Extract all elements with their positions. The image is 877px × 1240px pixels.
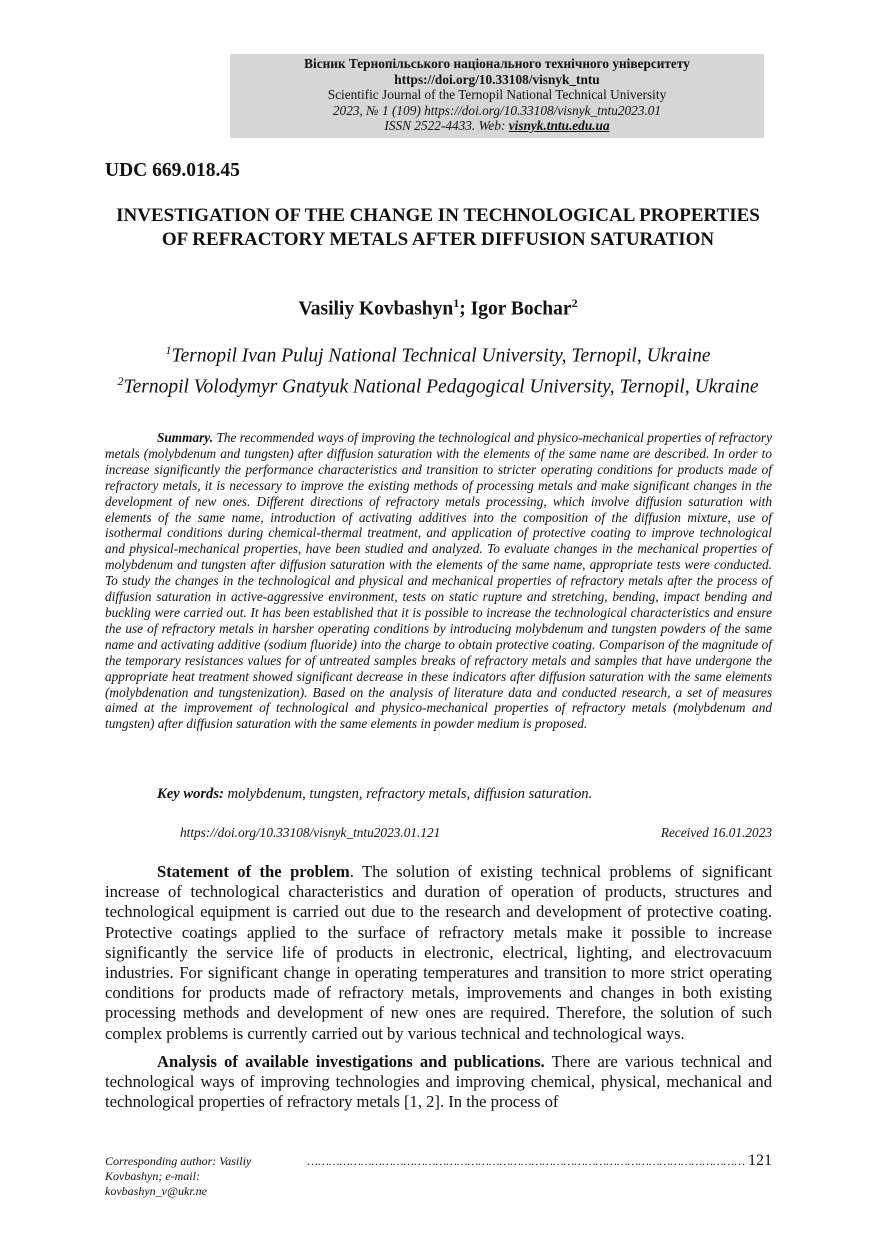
issn-text: ISSN 2522-4433. Web: [384, 118, 509, 134]
section-heading-statement: Statement of the problem [157, 862, 350, 881]
affiliation-2 [105, 369, 771, 400]
abstract-label: Summary. [157, 430, 214, 445]
article-doi-link[interactable]: https://doi.org/10.33108/visnyk_tntu2023.01.121 [180, 825, 441, 840]
body-text [105, 862, 772, 1120]
journal-name-en: Scientific Journal of the Ternopil National Technical University [327, 87, 667, 103]
page-footer [105, 1152, 772, 1199]
affiliation-1 [105, 338, 771, 369]
paragraph-statement-of-problem [105, 862, 772, 1044]
paragraph-text: There are various technical and technological ways of improving technologies and improving chemical, physical, mechanical and technological properties of refractory metals [1, 2]. In the process of [105, 1051, 772, 1112]
affiliations [105, 338, 771, 399]
paper-title: INVESTIGATION OF THE CHANGE IN TECHNOLOGICAL PROPERTIES OF REFRACTORY METALS AFTER DIFFUSION SATURATION [116, 205, 760, 250]
author-2-affil-mark: 2 [571, 296, 578, 310]
section-heading-analysis: Analysis of available investigations and publications. [157, 1051, 545, 1071]
affiliation-1-mark: 1 [165, 343, 172, 357]
author-1: Vasiliy Kovbashyn [298, 298, 454, 320]
footer-leader-dots: …………………………………………………………………………………………………………… [307, 1154, 745, 1168]
affiliation-2-mark: 2 [117, 373, 124, 388]
paragraph-analysis [105, 1052, 772, 1113]
journal-issn [230, 118, 764, 134]
keywords [105, 786, 772, 803]
author-1-affil-mark: 1 [453, 296, 460, 310]
author-separator: ; [459, 298, 471, 320]
journal-name-ua: Вісник Тернопільського національного технічного університету [304, 56, 690, 71]
udc-code: UDC 669.018.45 [105, 160, 240, 181]
abstract [105, 430, 772, 732]
page-number: 121 [748, 1152, 772, 1169]
abstract-text: The recommended ways of improving the technological and physico-mechanical properties of refractory metals (molybdenum and tungsten) after diffusion saturation with the elements of the same name are described. In order to increase significantly the performance characteristics and transition to stricter operating conditions for products made of refractory metals, it is necessary to improve the existing methods of processing metals and make significant changes in the development of new ones. Different directions of refractory metals processing, which involve diffusion saturation with elements of the same name, introduction of activating additives into the composition of the diffusion mixture, use of isothermal conditions during chemical-thermal treatment, and application of protective coating to improve technological and physical-mechanical properties, have been studied and analyzed. To evaluate changes in the mechanical properties of molybdenum and tungsten after diffusion saturation with the elements of the same name, appropriate tests were conducted. To study the changes in the technological and physical and mechanical properties of refractory metals after the process of diffusion saturation in active-aggressive environment, tests on static rupture and stretching, bending, impact bending and buckling were carried out. It has been established that it is possible to increase the technological characteristics and ensure the use of refractory metals in harsher operating conditions by introducing molybdenum and tungsten powders of the same name and activating additive (sodium fluoride) into the charge to obtain protective coating. Comparison of the magnitude of the temporary resistances values for of untreated samples breaks of refractory metals and samples that have undergone the appropriate heat treatment showed significant decrease in these indicators after diffusion saturation with the same elements (molybdenation and tungstenization). Based on the analysis of literature data and conducted research, a set of measures aimed at the improvement of technological and physico-mechanical properties of refractory metals (molybdenum and tungsten) after diffusion saturation with the same elements in powder medium is proposed. [105, 430, 772, 732]
author-2: Igor Bochar [470, 298, 572, 320]
received-date: Received 16.01.2023 [660, 825, 772, 840]
keywords-label: Key words [157, 786, 220, 802]
journal-website-link[interactable]: visnyk.tntu.edu.ua [508, 118, 610, 134]
affiliation-2-text: Ternopil Volodymyr Gnatyuk National Pedagogical University, Ternopil, Ukraine [123, 376, 759, 397]
author-list [105, 296, 771, 321]
corresponding-author: Corresponding author: Vasiliy Kovbashyn; e-mail: kovbashyn_v@ukr.ne [105, 1154, 252, 1198]
journal-issue: 2023, № 1 (109) https://doi.org/10.33108/visnyk_tntu2023.01 [332, 102, 662, 118]
affiliation-1-text: Ternopil Ivan Puluj National Technical University, Ternopil, Ukraine [171, 345, 711, 367]
journal-header [230, 54, 764, 138]
keywords-text: molybdenum, tungsten, refractory metals, diffusion saturation. [223, 786, 593, 802]
journal-doi-link[interactable]: https://doi.org/10.33108/visnyk_tntu [394, 71, 600, 87]
paragraph-text: . The solution of existing technical problems of significant increase of technological characteristics and duration of operation of products, structures and technological equipment is carried out due to the research and development of protective coating. Protective coatings applied to the surface of refractory metals make it possible to increase significantly the service life of products in electronic, electrical, lighting, and electrovacuum industries. For significant change in operating temperatures and transition to more strict operating conditions for products made of refractory metals, improvements and changes in both existing processing methods and development of new ones are required. Therefore, the solution of such complex problems is currently carried out by various technical and technological ways. [105, 862, 772, 1043]
keywords-colon: : [219, 786, 224, 802]
